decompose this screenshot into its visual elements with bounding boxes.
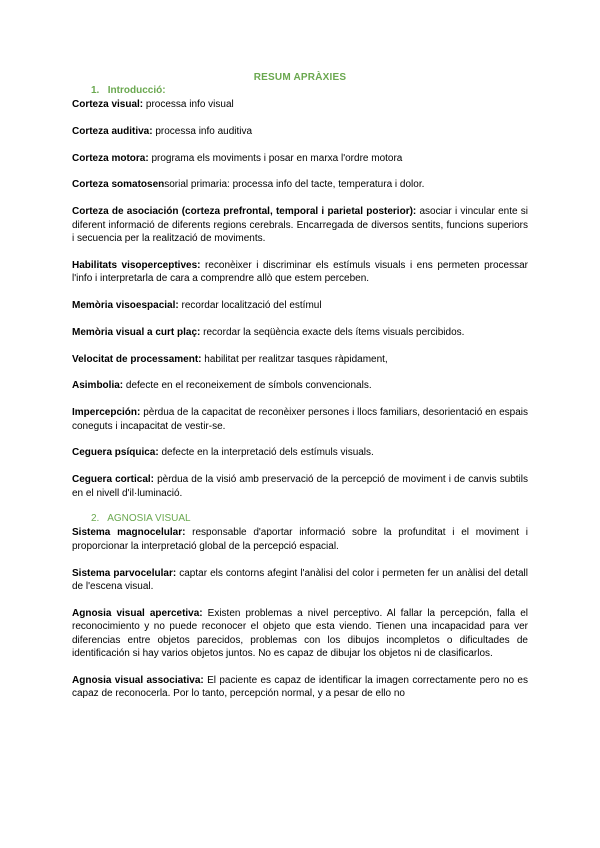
definition-term: Corteza visual: [72,99,144,110]
definition-entry [72,205,528,245]
definition-entry [72,379,528,392]
definition-entry [72,98,528,111]
section-label: AGNOSIA VISUAL [107,513,191,525]
definition-entry [72,473,528,500]
definition-term: Asimbolia: [72,380,124,392]
definition-text: responsable d'aportar informació sobre la profunditat i el moviment i proporcionar la interpretació global de la percepció espacial. [72,527,528,552]
definition-term: Sistema parvocelular: [72,567,177,579]
definition-term: Agnosia visual apercetiva: [72,607,203,619]
definition-term: Sistema magnocelular: [72,527,186,539]
definition-term: Velocitat de processament: [72,353,202,365]
definition-term: Ceguera psíquica: [72,447,159,459]
definition-entry [72,326,528,339]
section-heading-introduccio [72,85,528,96]
definition-entry [72,567,528,594]
definition-entry [72,152,528,165]
definition-term: Memòria visual a curt plaç: [72,326,201,338]
definition-text: asociar i vincular ente si diferent informació de diferents regions cerebrals. Encarregada de diversos sentits, funcions superiors i secuencia per la realització de moviments. [72,206,528,244]
definition-text: defecte en el reconeixement de símbols convencionals. [123,380,372,392]
definition-entry [72,406,528,433]
definition-text: Existen problemas a nivel perceptivo. Al fallar la percepción, falla el reconocimiento y no puede reconocer el objeto que esta viendo. Tienen una incapacidad para ver diferencias entre objetos parecidos, problemas con los dibujos incompletos o dificultades de identificación si hay varios objetos juntos. No es capaz de dibujar los objetos ni de clasificarlos. [72,607,528,660]
definition-term: Corteza de asociación (corteza prefrontal, temporal i parietal posterior): [72,206,417,218]
section-number: 1. [91,85,100,96]
definition-entry [72,353,528,366]
definition-term: Habilitats visoperceptives: [72,259,201,271]
definition-term: Agnosia visual associativa: [72,674,204,686]
definition-entry [72,607,528,661]
definition-term: Impercepción: [72,407,141,419]
document-title: RESUM APRÀXIES [253,72,347,83]
definition-entry [72,446,528,459]
definition-text: programa els moviments i posar en marxa l'ordre motora [148,152,403,164]
section-agnosia-visual-body [72,526,528,700]
definition-entry [72,674,528,701]
definition-term: Memòria visoespacial: [72,300,179,311]
definition-entry [72,299,528,312]
definition-text: recordar localització del estímul [178,300,322,311]
definition-term: Corteza auditiva: [72,125,153,137]
definition-text: recordar la seqüència exacte dels ítems visuals percibidos. [200,326,465,338]
section-introduccio-body [72,98,528,500]
definition-entry [72,125,528,138]
definition-text: processa info visual [143,99,234,110]
definition-text: reconèixer i discriminar els estímuls visuals i ens permeten processar l'info i interpretarla de cara a comprendre allò que estem perceben. [72,259,528,285]
definition-term: Ceguera cortical: [72,474,154,486]
definition-text: habilitat per realitzar tasques ràpidament, [201,353,388,365]
definition-entry [72,178,528,191]
definition-term: Corteza somatosen [72,179,165,191]
definition-text: defecte en la interpretació dels estímuls visuals. [158,447,374,459]
definition-entry [72,259,528,286]
section-label: Introducció: [107,85,166,96]
definition-text: pèrdua de la capacitat de reconèixer persones i llocs familiars, desorientació en espais coneguts i incapacitat de vestir-se. [72,407,528,432]
definition-text: captar els contorns afegint l'anàlisi del color i permeten fer un anàlisi del detall de l'escena visual. [72,567,529,592]
definition-text: processa info auditiva [152,125,253,137]
definition-text: sorial primaria: processa info del tacte, temperatura i dolor. [164,179,425,191]
definition-entry [72,526,528,553]
definition-text: pèrdua de la visió amb preservació de la percepció de moviment i de canvis subtils en el nivell d'il·luminació. [72,474,528,499]
section-heading-agnosia-visual [72,513,528,524]
definition-text: El paciente es capaz de identificar la imagen correctamente pero no es capaz de reconocerla. Por lo tanto, percepción normal, y a pesar de ello no [72,674,528,700]
document-page [72,72,528,714]
section-number: 2. [91,513,100,525]
definition-term: Corteza motora: [72,152,149,164]
